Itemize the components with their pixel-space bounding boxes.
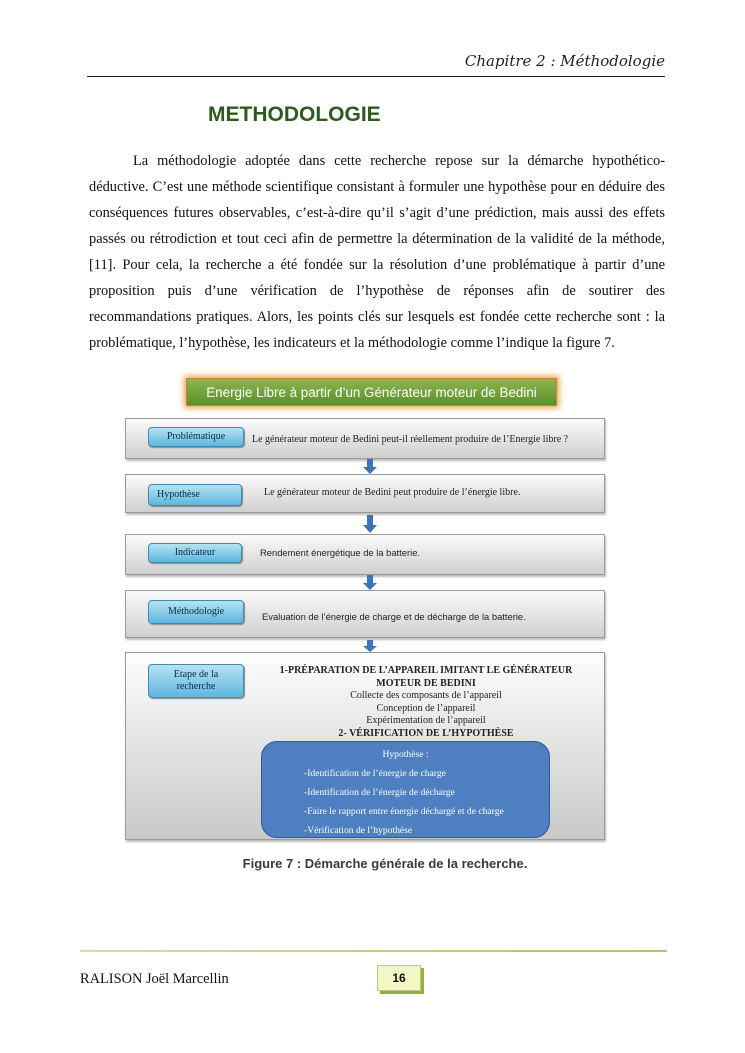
step-label-etape: Etape de la recherche bbox=[148, 664, 244, 698]
step-text-problematique: Le générateur moteur de Bedini peut-il réellement produire de l’Energie libre ? bbox=[252, 434, 569, 445]
down-arrow-icon bbox=[363, 459, 377, 474]
etape-item: Conception de l’appareil bbox=[376, 702, 476, 714]
intro-paragraph: La méthodologie adoptée dans cette recherche repose sur la démarche hypothético-déductive. C’est une méthode scientifique consistant à formuler une hypothèse pour en déduire des conséquences futures observables, c’est-à-dire qu’il s’agit d’une prédiction, mais aussi des effets passés ou rétrodiction et tout ceci afin de permettre la détermination de la validité de la méthode, [11]. Pour cela, la recherche a été fondée sur la résolution d’une problématique à partir d’une proposition puis d’une vérification de l’hypothèse de réponses afin de soutirer des recommandations pratiques. Alors, les points clés sur lesquels est fondée cette recherche sont : la problématique, l’hypothèse, les indicateurs et la méthodologie comme l’indique la figure 7. bbox=[89, 153, 665, 351]
figure-caption: Figure 7 : Démarche générale de la recherche. bbox=[242, 856, 528, 871]
down-arrow-icon bbox=[363, 640, 377, 652]
step-label-methodologie: Méthodologie bbox=[148, 600, 244, 624]
footer-author: RALISON Joël Marcellin bbox=[80, 971, 229, 987]
hypothesis-item: -Identification de l’énergie de décharge bbox=[304, 787, 455, 798]
step-etape-recherche bbox=[125, 652, 605, 840]
hypothesis-list bbox=[304, 764, 549, 840]
down-arrow-icon bbox=[363, 575, 377, 590]
footer-rule bbox=[80, 950, 667, 952]
etape-item: Expérimentation de l’appareil bbox=[366, 715, 486, 727]
hypothesis-box bbox=[261, 741, 550, 838]
header-rule bbox=[87, 76, 665, 77]
etape-item: Collecte des composants de l’appareil bbox=[350, 690, 502, 702]
step-problematique bbox=[125, 418, 605, 459]
step-label-problematique: Problématique bbox=[148, 427, 244, 447]
down-arrow-icon bbox=[363, 515, 377, 533]
step-label-indicateur: Indicateur bbox=[148, 543, 242, 563]
etape-details bbox=[266, 665, 586, 741]
chapter-header: Chapitre 2 : Méthodologie bbox=[464, 52, 665, 70]
step-text-hypothese: Le générateur moteur de Bedini peut produire de l’énergie libre. bbox=[264, 487, 521, 498]
hypothesis-item: -Identification de l’énergie de charge bbox=[304, 768, 446, 779]
step-label-hypothese: Hypothèse bbox=[148, 484, 242, 506]
figure-banner: Energie Libre à partir d’un Générateur moteur de Bedini bbox=[186, 378, 557, 406]
etape-heading-1: 1-PRÉPARATION DE L’APPAREIL IMITANT LE GÉNÉRATEUR MOTEUR DE BEDINI bbox=[279, 665, 573, 689]
hypothesis-item: -Faire le rapport entre énergie déchargé et de charge bbox=[304, 806, 504, 817]
page-number: 16 bbox=[377, 965, 421, 991]
step-indicateur bbox=[125, 534, 605, 575]
step-text-methodologie: Evaluation de l’énergie de charge et de décharge de la batterie. bbox=[262, 611, 526, 622]
hypothesis-item: -Vérification de l’hypothèse bbox=[304, 825, 413, 836]
hypothesis-title: Hypothèse : bbox=[382, 749, 429, 760]
step-methodologie bbox=[125, 590, 605, 638]
page-title: METHODOLOGIE bbox=[208, 103, 381, 126]
step-hypothese bbox=[125, 474, 605, 513]
step-text-indicateur: Rendement énergétique de la batterie. bbox=[260, 547, 421, 558]
etape-heading-2: 2- VÉRIFICATION DE L’HYPOTHÈSE bbox=[338, 727, 514, 739]
